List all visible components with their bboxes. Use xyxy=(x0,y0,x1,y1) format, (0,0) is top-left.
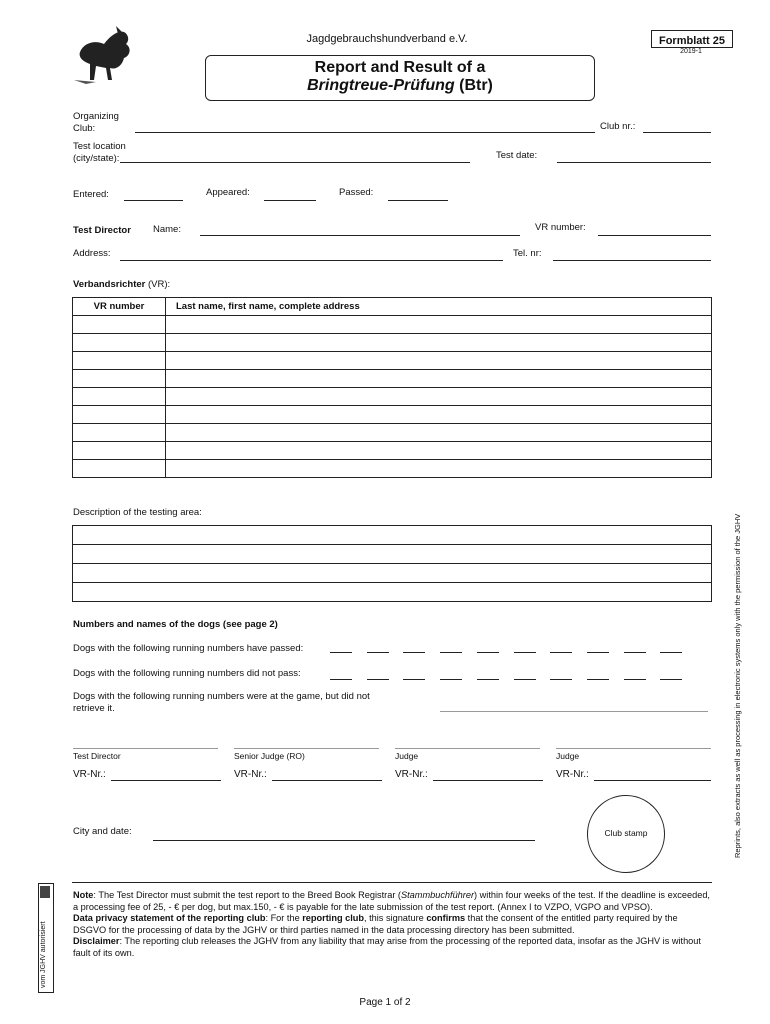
running-number-field[interactable] xyxy=(403,652,425,653)
table-row[interactable] xyxy=(73,526,712,545)
dogs-no-retrieve-label: Dogs with the following running numbers were at the game, but did not retrieve it. xyxy=(73,691,370,714)
note-divider xyxy=(72,882,712,883)
running-number-field[interactable] xyxy=(587,679,609,680)
dogs-heading: Numbers and names of the dogs (see page 2) xyxy=(73,619,278,630)
table-row[interactable] xyxy=(73,370,712,388)
address-label: Address: xyxy=(73,248,111,259)
director-name-field[interactable] xyxy=(200,235,520,236)
passed-field[interactable] xyxy=(388,200,448,201)
note-paragraph: Note: The Test Director must submit the test report to the Breed Book Registrar (Stammbuchführer) within four weeks of the test. If the deadline is exceeded, a processing fee of 25, - € per dog, but max.150, - € is payable for the late submission of the test report. (Annex I to VZPO, VGPO and VPSO). xyxy=(73,890,710,912)
running-number-field[interactable] xyxy=(477,679,499,680)
sig-judge-1-label: Judge xyxy=(395,751,419,761)
table-row[interactable] xyxy=(73,424,712,442)
test-location-field[interactable] xyxy=(120,162,470,163)
table-row[interactable] xyxy=(73,316,712,334)
name-label: Name: xyxy=(153,224,181,235)
running-number-field[interactable] xyxy=(440,652,462,653)
vr-nr-label-2: VR-Nr.: xyxy=(234,769,267,780)
test-location-label: Test location (city/state): xyxy=(73,141,126,164)
notes-block xyxy=(73,890,713,959)
sig-senior-judge-label: Senior Judge (RO) xyxy=(234,751,305,761)
form-version: 2019-1 xyxy=(680,48,702,55)
table-row[interactable] xyxy=(73,583,712,602)
entered-field[interactable] xyxy=(124,200,183,201)
running-number-field[interactable] xyxy=(367,652,389,653)
title-line-1: Report and Result of a xyxy=(314,59,486,76)
running-number-field[interactable] xyxy=(624,679,646,680)
organizing-club-field[interactable] xyxy=(135,132,595,133)
tel-field[interactable] xyxy=(553,260,711,261)
vr-nr-label-1: VR-Nr.: xyxy=(73,769,106,780)
running-number-field[interactable] xyxy=(514,652,536,653)
sig-judge-2-label: Judge xyxy=(556,751,580,761)
passed-label: Passed: xyxy=(339,187,374,198)
dogs-not-passed-label: Dogs with the following running numbers did not pass: xyxy=(73,668,301,679)
vr-number-label: VR number: xyxy=(535,222,586,233)
table-row[interactable] xyxy=(73,388,712,406)
club-nr-label: Club nr.: xyxy=(600,121,636,132)
address-field[interactable] xyxy=(120,260,503,261)
club-stamp-label: Club stamp xyxy=(604,828,648,838)
appeared-field[interactable] xyxy=(264,200,316,201)
organizing-club-label: Organizing Club: xyxy=(73,111,119,134)
form-label-box xyxy=(651,30,733,48)
title-exam-name: Bringtreue-Prüfung xyxy=(307,77,455,94)
table-row[interactable] xyxy=(73,352,712,370)
vr-nr-field-3[interactable] xyxy=(433,780,543,781)
running-number-field[interactable] xyxy=(587,652,609,653)
appeared-label: Appeared: xyxy=(206,187,250,198)
signature-line-senior-judge[interactable] xyxy=(234,748,379,749)
test-date-label: Test date: xyxy=(496,150,538,161)
running-number-field[interactable] xyxy=(550,679,572,680)
description-label: Description of the testing area: xyxy=(73,507,202,518)
test-date-field[interactable] xyxy=(557,162,711,163)
table-row[interactable] xyxy=(73,564,712,583)
verbandsrichter-heading: Verbandsrichter (VR): xyxy=(73,279,171,290)
sig-test-director-label: Test Director xyxy=(73,751,121,761)
title-exam-abbr: (Btr) xyxy=(459,77,493,94)
test-director-label: Test Director xyxy=(73,225,131,236)
col-vr-number: VR number xyxy=(73,298,166,316)
form-label: Formblatt 25 xyxy=(658,35,725,47)
no-retrieve-field[interactable] xyxy=(440,711,708,712)
reprint-notice: Reprints, also extracts as well as processing in electronic systems only with the permission of the JGHV xyxy=(733,513,742,858)
entered-label: Entered: xyxy=(73,189,109,200)
col-name-address: Last name, first name, complete address xyxy=(166,298,712,316)
tel-label: Tel. nr: xyxy=(513,248,542,259)
running-number-field[interactable] xyxy=(440,679,462,680)
table-row[interactable] xyxy=(73,442,712,460)
running-number-field[interactable] xyxy=(330,679,352,680)
running-number-field[interactable] xyxy=(624,652,646,653)
vr-nr-field-4[interactable] xyxy=(594,780,711,781)
table-row[interactable] xyxy=(73,334,712,352)
running-number-field[interactable] xyxy=(367,679,389,680)
signature-line-director[interactable] xyxy=(73,748,218,749)
dogs-passed-label: Dogs with the following running numbers have passed: xyxy=(73,643,304,654)
privacy-paragraph: Data privacy statement of the reporting club: For the reporting club, this signature confirms that the consent of the entitled party required by the DSGVO for the processing of data by the JGHV or third parties named in the data processing directory has been submitted. xyxy=(73,913,678,935)
vr-nr-label-4: VR-Nr.: xyxy=(556,769,589,780)
verbandsrichter-table xyxy=(72,297,712,478)
running-number-field[interactable] xyxy=(403,679,425,680)
vr-nr-label-3: VR-Nr.: xyxy=(395,769,428,780)
table-row[interactable] xyxy=(73,406,712,424)
table-row[interactable] xyxy=(73,460,712,478)
description-table xyxy=(72,525,712,602)
running-number-field[interactable] xyxy=(660,652,682,653)
table-row[interactable] xyxy=(73,545,712,564)
signature-line-judge-1[interactable] xyxy=(395,748,540,749)
director-vr-number-field[interactable] xyxy=(598,235,711,236)
city-date-field[interactable] xyxy=(153,840,535,841)
title-line-2 xyxy=(206,77,594,95)
running-number-field[interactable] xyxy=(660,679,682,680)
city-date-label: City and date: xyxy=(73,826,132,837)
disclaimer-paragraph: Disclaimer: The reporting club releases the JGHV from any liability that may arise from the processing of the reported data, insofar as the JGHV is without fault of its own. xyxy=(73,936,701,958)
jghv-authorized-text: vom JGHV autorisiert xyxy=(40,921,47,988)
vr-nr-field-2[interactable] xyxy=(272,780,382,781)
vr-nr-field-1[interactable] xyxy=(111,780,221,781)
club-nr-field[interactable] xyxy=(643,132,711,133)
running-number-field[interactable] xyxy=(330,652,352,653)
running-number-field[interactable] xyxy=(550,652,572,653)
signature-line-judge-2[interactable] xyxy=(556,748,711,749)
org-name: Jagdgebrauchshundverband e.V. xyxy=(306,33,468,45)
running-number-field[interactable] xyxy=(514,679,536,680)
jghv-logo-icon xyxy=(66,22,136,88)
page-number: Page 1 of 2 xyxy=(359,997,411,1008)
title-box xyxy=(205,55,595,101)
running-number-field[interactable] xyxy=(477,652,499,653)
jghv-mini-logo-icon xyxy=(40,886,50,898)
